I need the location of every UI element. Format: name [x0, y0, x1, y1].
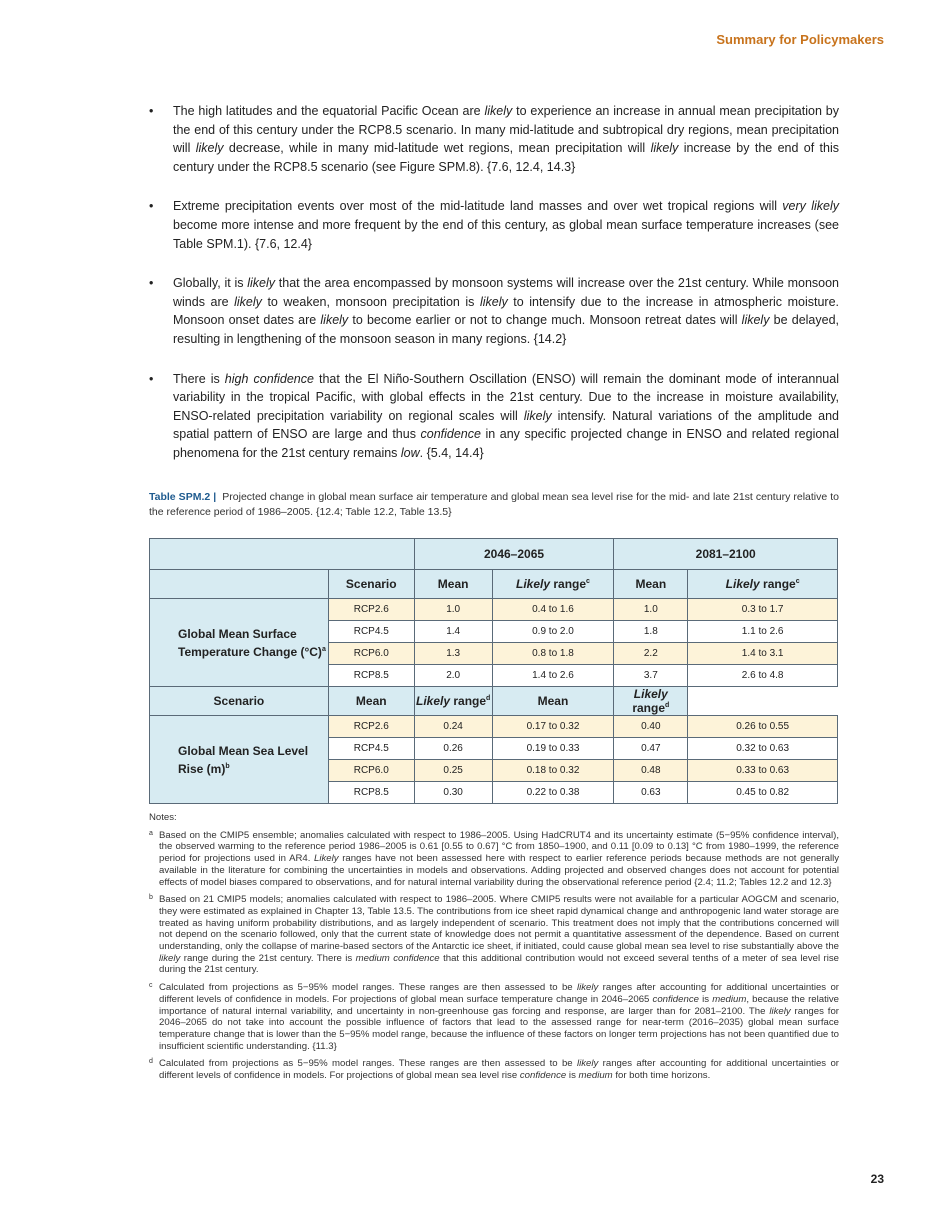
scenario-cell: RCP6.0: [328, 643, 414, 665]
sea-level-rows: [150, 716, 838, 804]
mean-cell: 0.24: [414, 716, 492, 738]
range-cell: 0.17 to 0.32: [492, 716, 614, 738]
column-header-row: [150, 570, 838, 599]
mean-cell: 0.30: [414, 782, 492, 804]
likely-range-header: Likely range$^c$: [492, 570, 614, 599]
range-cell: 0.3 to 1.7: [688, 599, 838, 621]
sea-level-row-header: Global Mean Sea Level Rise $(m)^b$: [150, 716, 329, 804]
footnote: d Calculated from projections as 5−95% model ranges. These ranges are then assessed to be likely ranges after accounting for additional uncertainties or different levels of confidence in models. For projections of global mean sea level rise confidence is medium for both time horizons.: [149, 1058, 839, 1082]
scenario-cell: RCP4.5: [328, 738, 414, 760]
temperature-rows: [150, 599, 838, 687]
bullet-item: [149, 370, 839, 463]
temperature-row-header: Global Mean Surface Temperature Change $(^\circ C)^a$: [150, 599, 329, 687]
range-cell: 1.4 to 3.1: [688, 643, 838, 665]
bullet-item: [149, 197, 839, 253]
range-cell: 0.33 to 0.63: [688, 760, 838, 782]
range-cell: 0.9 to 2.0: [492, 621, 614, 643]
mean-cell: 0.47: [614, 738, 688, 760]
likely-range-header: Likely range$^c$: [688, 570, 838, 599]
empty-header-cell: [150, 570, 329, 599]
mean-cell: 1.0: [414, 599, 492, 621]
mean-cell: 1.8: [614, 621, 688, 643]
scenario-cell: RCP8.5: [328, 665, 414, 687]
bullet-text: There is high confidence that the El Niño-Southern Oscillation (ENSO) will remain the dominant mode of interannual variability in the tropical Pacific, with global effects in the 21st century. Due to the increase in moisture availability, ENSO-related precipitation variability on regional scales will likely intensify. Natural variations of the amplitude and spatial pattern of ENSO are large and thus confidence in any specific projected change in ENSO and related regional phenomena for the 21st century remains low. {5.4, 14.4}: [173, 371, 839, 460]
range-cell: 0.26 to 0.55: [688, 716, 838, 738]
mean-cell: 1.4: [414, 621, 492, 643]
scenario-cell: RCP2.6: [328, 716, 414, 738]
bullet-dot-icon: •: [149, 276, 154, 291]
likely-range-header: Likely range$^d$: [414, 687, 492, 716]
mean-cell: 0.26: [414, 738, 492, 760]
scenario-cell: RCP8.5: [328, 782, 414, 804]
range-cell: 0.22 to 0.38: [492, 782, 614, 804]
bullet-item: [149, 102, 839, 176]
range-cell: 0.19 to 0.33: [492, 738, 614, 760]
bullet-text: Extreme precipitation events over most of the mid-latitude land masses and over wet tropical regions will very likely become more intense and more frequent by the end of this century, as global mean surface temperature increases (see Table SPM.1). {7.6, 12.4}: [173, 199, 839, 251]
scenario-cell: RCP4.5: [328, 621, 414, 643]
mean-cell: 0.40: [614, 716, 688, 738]
footnote: c Calculated from projections as 5−95% model ranges. These ranges are then assessed to be likely ranges after accounting for additional uncertainties or different levels of confidence in models. For projections of global mean surface temperature change in 2046–2065 confidence is medium, because the relative importance of natural internal variability, and uncertainty in non-greenhouse gas forcing and response, are larger than for 2081–2100. The likely ranges for 2046–2065 do not take into account the possible influence of factors that lead to the assessed range for near-term (2016–2035) global mean surface temperature change that is lower than the 5−95% model range, because the influence of these factors on longer term projections has not been quantified due to insufficient scientific understanding. {11.3}: [149, 982, 840, 1052]
caption-text: Projected change in global mean surface air temperature and global mean sea level rise for the mid- and late 21st century relative to the reference period of 1986–2005. {12.4; Table 12.2, Table 13.5}: [149, 491, 840, 518]
column-header-row: [150, 687, 838, 716]
bullet-text: Globally, it is likely that the area encompassed by monsoon systems will increase over the 21st century. While monsoon winds are likely to weaken, monsoon precipitation is likely to intensify due to the increase in atmospheric moisture. Monsoon onset dates are likely to become earlier or not to change much. Monsoon retreat dates will likely be delayed, resulting in lengthening of the monsoon season in many regions. {14.2}: [173, 276, 840, 346]
running-header: Summary for Policymakers: [716, 32, 884, 47]
range-cell: 2.6 to 4.8: [688, 665, 838, 687]
projection-table: [149, 538, 838, 804]
mean-cell: 2.2: [614, 643, 688, 665]
scenario-header: Scenario: [328, 570, 414, 599]
bullet-list: [149, 102, 839, 484]
period-header: 2046–2065: [414, 539, 614, 570]
mean-cell: 0.25: [414, 760, 492, 782]
range-cell: 0.8 to 1.8: [492, 643, 614, 665]
scenario-cell: RCP2.6: [328, 599, 414, 621]
period-header-row: [150, 539, 838, 570]
mean-cell: 3.7: [614, 665, 688, 687]
scenario-cell: RCP6.0: [328, 760, 414, 782]
bullet-dot-icon: •: [149, 104, 154, 118]
range-cell: 1.4 to 2.6: [492, 665, 614, 687]
notes-section: [149, 812, 839, 1088]
mean-cell: 1.3: [414, 643, 492, 665]
bullet-dot-icon: •: [149, 371, 154, 386]
range-cell: 0.45 to 0.82: [688, 782, 838, 804]
table-caption: [149, 490, 839, 520]
mean-header: Mean: [614, 570, 688, 599]
bullet-item: [149, 274, 839, 348]
empty-corner-cell: [150, 539, 415, 570]
range-cell: 0.18 to 0.32: [492, 760, 614, 782]
mean-cell: 2.0: [414, 665, 492, 687]
mean-header: Mean: [328, 687, 414, 716]
bullet-text: The high latitudes and the equatorial Pacific Ocean are likely to experience an increase in annual mean precipitation by the end of this century under the RCP8.5 scenario. In many mid-latitude and subtropical dry regions, mean precipitation will likely decrease, while in many mid-latitude wet regions, mean precipitation will likely increase by the end of this century under the RCP8.5 scenario (see Figure SPM.8). {7.6, 12.4, 14.3}: [173, 104, 839, 174]
footnote: b Based on 21 CMIP5 models; anomalies calculated with respect to 1986–2005. Where CMIP5 results were not available for a particular AOGCM and scenario, they were estimated as explained in Chapter 13, Table 13.5. The contributions from ice sheet rapid dynamical change and anthropogenic land water storage are treated as having uniform probability distributions, and as largely independent of scenario. This treatment does not imply that the contributions concerned will not depend on the scenario followed, only that the current state of knowledge does not permit a quantitative assessment of the dependence. Based on current understanding, only the collapse of marine-based sectors of the Antarctic ice sheet, if initiated, could cause global mean sea level to rise substantially above the likely range during the 21st century. There is medium confidence that this additional contribution would not exceed several tenths of a meter of sea level rise during the 21st century.: [149, 894, 840, 976]
scenario-header: Scenario: [150, 687, 329, 716]
table-label: Table SPM.2 |: [149, 491, 217, 503]
bullet-dot-icon: •: [149, 199, 154, 214]
mean-header: Mean: [414, 570, 492, 599]
likely-range-header: Likely range$^d$: [614, 687, 688, 716]
table-row: [150, 599, 838, 621]
mean-cell: 0.48: [614, 760, 688, 782]
page-number: 23: [870, 1172, 884, 1186]
table-row: [150, 716, 838, 738]
mean-cell: 1.0: [614, 599, 688, 621]
mean-cell: 0.63: [614, 782, 688, 804]
notes-title: Notes:: [149, 812, 177, 823]
range-cell: 0.32 to 0.63: [688, 738, 838, 760]
footnote: a Based on the CMIP5 ensemble; anomalies calculated with respect to 1986–2005. Using HadCRUT4 and its uncertainty estimate (5−95% confidence interval), the observed warming to the reference period 1986–2005 is 0.61 [0.55 to 0.67] °C from 1850–1900, and 0.11 [0.09 to 0.13] °C from 1980–1999, the reference period for projections used in AR4. Likely ranges have not been assessed here with respect to earlier reference periods because methods are not generally available in the literature for combining the uncertainties in models and observations. Adding projected and observed changes does not account for potential effects of model biases compared to observations, and for natural internal variability during the observational reference period {2.4; 11.2; Tables 12.2 and 12.3}: [149, 829, 839, 888]
mean-header: Mean: [492, 687, 614, 716]
range-cell: 0.4 to 1.6: [492, 599, 614, 621]
range-cell: 1.1 to 2.6: [688, 621, 838, 643]
period-header: 2081–2100: [614, 539, 838, 570]
